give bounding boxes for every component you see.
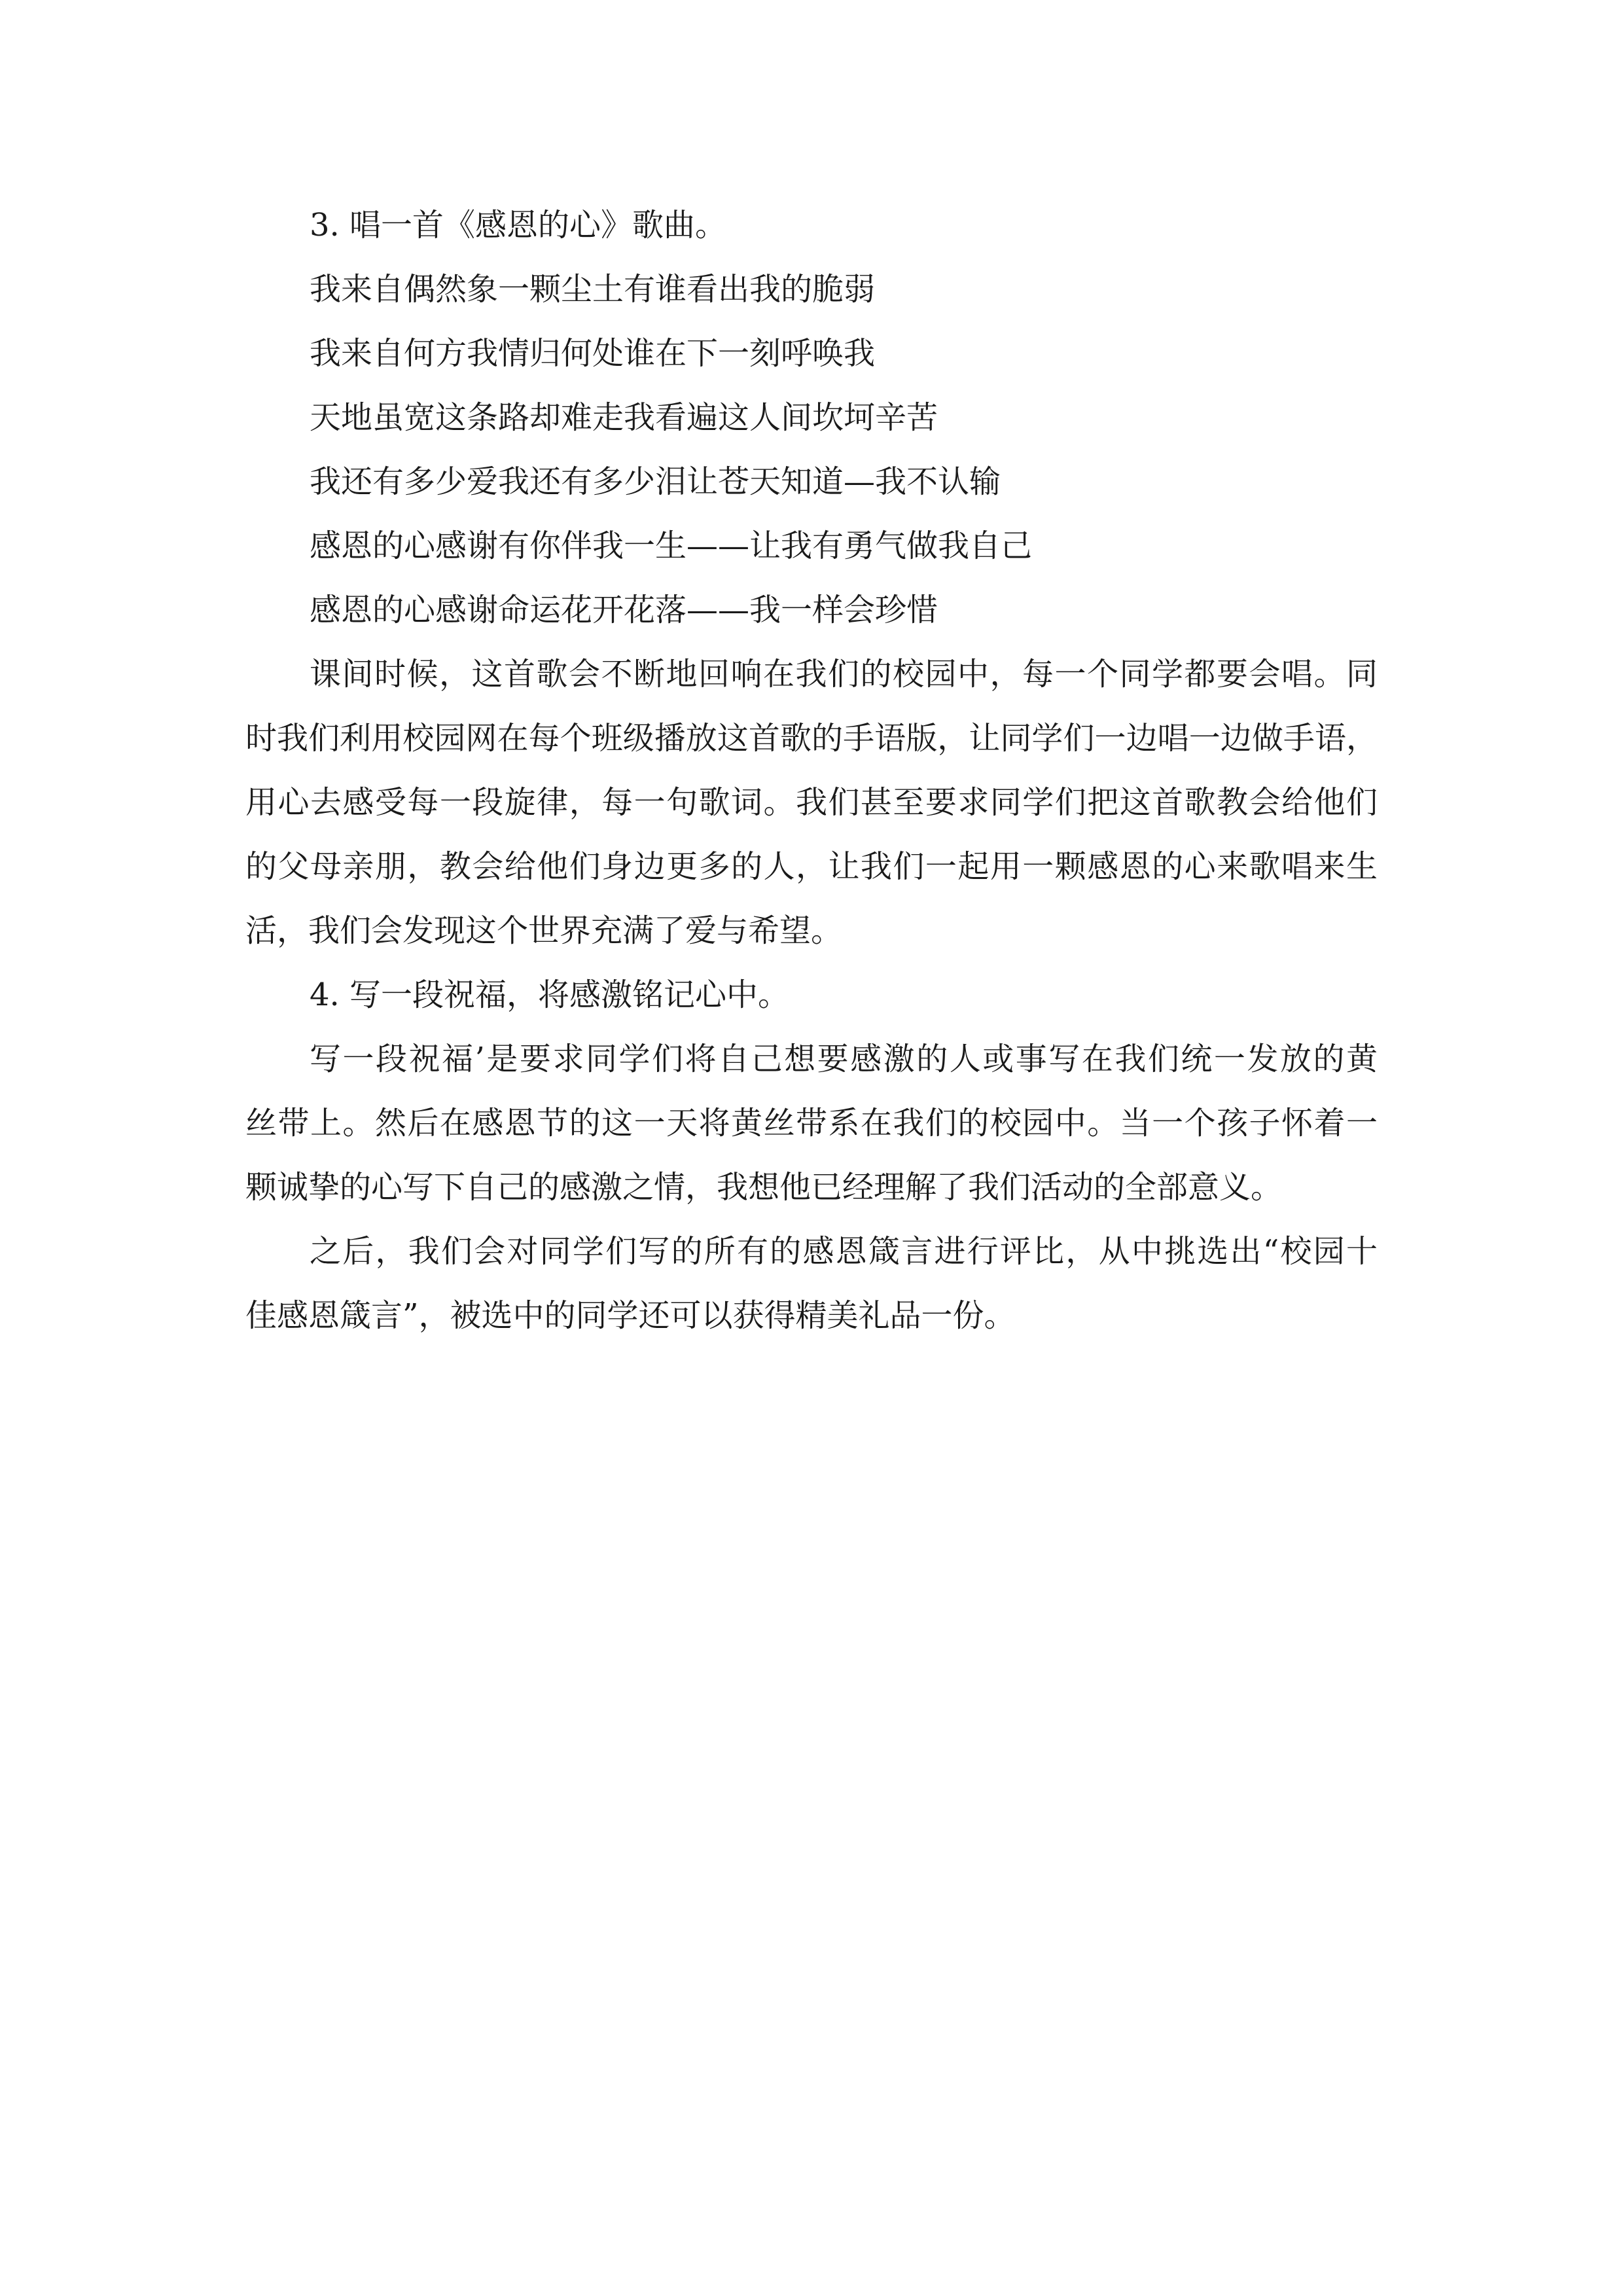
section-3-heading: 3. 唱一首《感恩的心》歌曲。 [310, 207, 727, 243]
lyric-line-1: 我来自偶然象一颗尘土有谁看出我的脆弱 [310, 271, 876, 308]
paragraph-1-line-2: 时我们利用校园网在每个班级播放这首歌的手语版，让同学们一边唱一边做手语， [245, 720, 1378, 757]
lyric-line-5: 感恩的心感谢有你伴我一生——让我有勇气做我自己 [310, 528, 1033, 564]
section-4-heading: 4. 写一段祝福，将感激铭记心中。 [310, 977, 790, 1013]
lyric-line-6: 感恩的心感谢命运花开花落——我一样会珍惜 [310, 592, 938, 628]
lyric-line-3: 天地虽宽这条路却难走我看遍这人间坎坷辛苦 [310, 399, 938, 436]
paragraph-3-line-2: 佳感恩箴言”，被选中的同学还可以获得精美礼品一份。 [245, 1297, 1016, 1334]
paragraph-1-line-4: 的父母亲朋，教会给他们身边更多的人，让我们一起用一颗感恩的心来歌唱来生 [245, 848, 1378, 885]
paragraph-2-line-2: 丝带上。然后在感恩节的这一天将黄丝带系在我们的校园中。当一个孩子怀着一 [245, 1105, 1378, 1141]
paragraph-2-line-3: 颗诚挚的心写下自己的感激之情，我想他已经理解了我们活动的全部意义。 [245, 1169, 1283, 1206]
lyric-line-2: 我来自何方我情归何处谁在下一刻呼唤我 [310, 335, 876, 372]
paragraph-1-line-5: 活，我们会发现这个世界充满了爱与希望。 [245, 912, 843, 949]
paragraph-1-line-3: 用心去感受每一段旋律，每一句歌词。我们甚至要求同学们把这首歌教会给他们 [245, 784, 1378, 821]
paragraph-2-line-1: 写一段祝福’是要求同学们将自己想要感激的人或事写在我们统一发放的黄 [310, 1041, 1378, 1077]
lyric-line-4: 我还有多少爱我还有多少泪让苍天知道—我不认输 [310, 463, 1001, 500]
paragraph-3-line-1: 之后，我们会对同学们写的所有的感恩箴言进行评比，从中挑选出“校园十 [310, 1233, 1378, 1270]
paragraph-1-line-1: 课间时候，这首歌会不断地回响在我们的校园中，每一个同学都要会唱。同 [310, 656, 1378, 692]
